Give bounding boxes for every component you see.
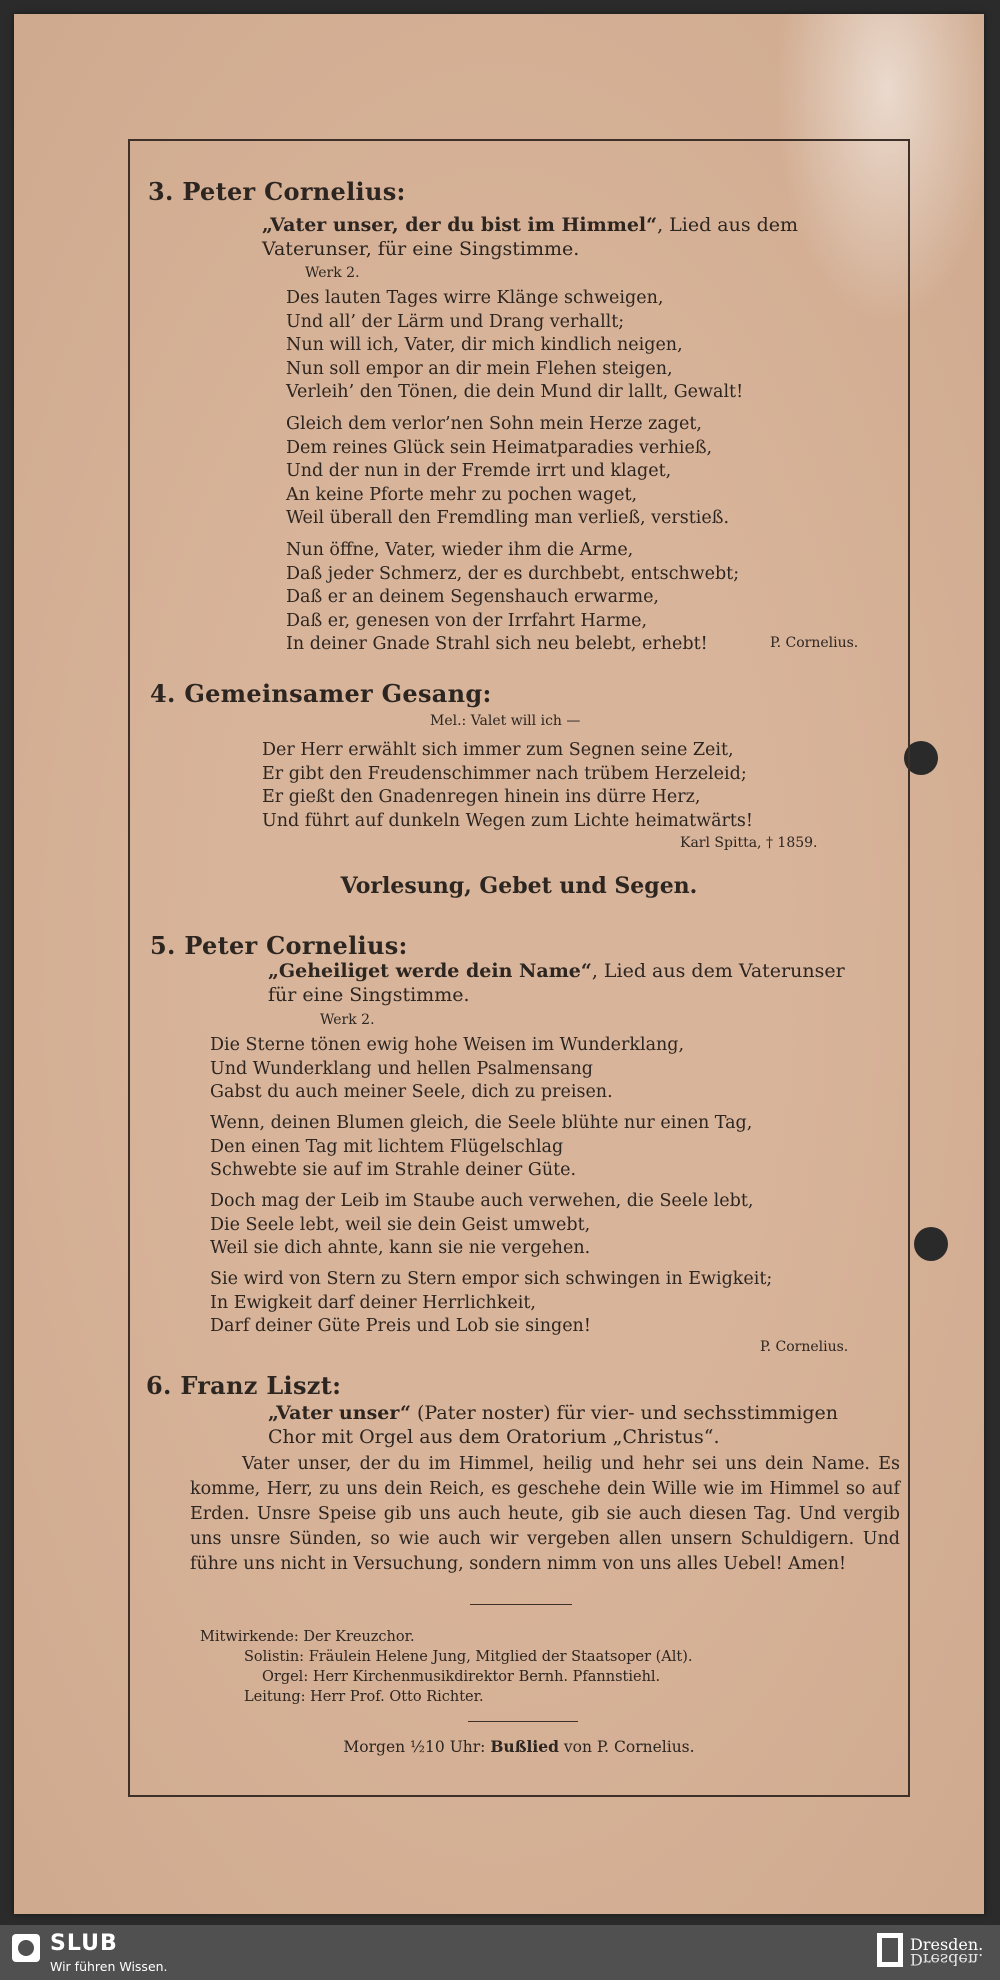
stanza [210,1268,772,1339]
opus-number: Werk 2. [305,265,360,281]
work-title: „Vater unser“ [268,1402,411,1424]
verse-line: Verleih’ den Tönen, die dein Mund dir lallt, Gewalt! [286,382,744,402]
section-number: 6. [146,1371,172,1400]
verse-line: Dem reines Glück sein Heimatparadies verhieß, [286,437,713,458]
section-number: 5. [150,931,176,960]
verse-line: Er gießt den Gnadenregen hinein ins dürre Herz, [262,787,701,807]
verse-line: Des lauten Tages wirre Klänge schweigen, [286,288,664,308]
footer-bar [0,1925,1000,1980]
composer-name: Franz Liszt: [180,1371,342,1400]
performers-label: Mitwirkende: [200,1629,299,1645]
verse-line: Er gibt den Freudenschimmer nach trübem Herzeleid; [262,763,747,784]
opus-number: Werk 2. [320,1012,375,1028]
verse-line: An keine Pforte mehr zu pochen waget, [286,484,638,505]
verse-line: In Ewigkeit darf deiner Herrlichkeit, [210,1292,536,1313]
section-3-heading [148,177,406,206]
verse-line: Weil überall den Fremdling man verließ, verstieß. [286,508,730,528]
verse-line: Sie wird von Stern zu Stern empor sich schwingen in Ewigkeit; [210,1269,773,1289]
conductor-label: Leitung: [244,1689,306,1705]
verse-line: Den einen Tag mit lichtem Flügelschlag [210,1136,564,1157]
work-description-line: Chor mit Orgel aus dem Oratorium „Christus“. [268,1426,720,1448]
verse-line: Nun öffne, Vater, wieder ihm die Arme, [286,540,634,560]
punch-hole [914,1227,948,1261]
dresden-logo-line-mirrored: Dresden. [910,1950,984,1969]
next-service-work: Bußlied [490,1737,559,1756]
stanza [210,1034,684,1105]
section-6-heading [146,1371,341,1400]
section-number: 4. [150,679,176,708]
work-title: „Geheiliget werde dein Name“ [268,960,592,982]
section-4-heading [150,679,492,708]
work-title: „Vater unser, der du bist im Himmel“ [262,214,658,236]
verse-line: Und all’ der Lärm und Drang verhallt; [286,311,625,332]
next-service-time: Morgen ½10 Uhr: [343,1738,491,1756]
soloist-label: Solistin: [244,1649,305,1665]
performers-value: Der Kreuzchor. [303,1629,415,1645]
slub-logo-icon[interactable] [12,1934,40,1962]
library-name[interactable]: SLUB [50,1931,118,1956]
work-description: , Lied aus dem [657,214,799,236]
work-description: , Lied aus dem Vaterunser [591,960,845,982]
verse-line: Schwebte sie auf im Strahle deiner Güte. [210,1160,577,1180]
lords-prayer-text: Vater unser, der du im Himmel, heilig und hehr sei uns dein Name. Es komme, Herr, zu uns dein Reich, es geschehe dein Wille wie im Himmel so auf Erden. Unsre Speise gib uns auch heute, gib sie auch diesen Tag. Und vergib uns unsre Sünden, so wie auch wir vergeben allen unsern Schuldigern. Und führe uns nicht in Versuchung, sondern nimm von uns alles Uebel! Amen! [190,1454,900,1574]
verse-line: Doch mag der Leib im Staube auch verwehen, die Seele lebt, [210,1191,754,1211]
stanza [286,539,739,657]
divider [468,1721,578,1722]
work-description: (Pater noster) für vier- und sechsstimmigen [410,1402,839,1424]
stanza [286,413,729,531]
verse-line: Nun will ich, Vater, dir mich kindlich neigen, [286,335,683,355]
work-title-line [268,959,908,983]
verse-line: Der Herr erwählt sich immer zum Segnen seine Zeit, [262,740,734,760]
next-service-composer: von P. Cornelius. [558,1738,695,1756]
reading-heading: Vorlesung, Gebet und Segen. [340,873,698,899]
verse-line: In deiner Gnade Strahl sich neu belebt, erhebt! [286,634,708,654]
dresden-logo-text[interactable] [910,1937,983,1967]
stanza [286,287,743,405]
work-title-line [268,1401,908,1425]
soloist-value: Fräulein Helene Jung, Mitglied der Staatsoper (Alt). [308,1649,693,1665]
work-description-line: für eine Singstimme. [268,984,470,1006]
verse-line: Und der nun in der Fremde irrt und klaget, [286,461,672,481]
organ-label: Orgel: [262,1669,309,1685]
verse-line: Und führt auf dunkeln Wegen zum Lichte heimatwärts! [262,810,753,831]
verse-line: Die Sterne tönen ewig hohe Weisen im Wunderklang, [210,1035,685,1055]
author-attribution: P. Cornelius. [770,635,859,651]
author-attribution: Karl Spitta, † 1859. [680,835,818,851]
composer-name: Peter Cornelius: [184,931,408,960]
dresden-logo-line: Dresden. [910,1935,984,1954]
verse-line: Darf deiner Güte Preis und Lob sie singen! [210,1316,591,1336]
section-title: Gemeinsamer Gesang: [184,679,492,708]
divider [470,1604,572,1605]
stanza [210,1112,752,1183]
composer-name: Peter Cornelius: [182,177,406,206]
verse-line: Nun soll empor an dir mein Flehen steigen, [286,358,673,379]
verse-line: Wenn, deinen Blumen gleich, die Seele blühte nur einen Tag, [210,1113,753,1133]
organ-value: Herr Kirchenmusikdirektor Bernh. Pfannstiehl. [312,1669,661,1685]
author-attribution: P. Cornelius. [760,1339,849,1355]
conductor-value: Herr Prof. Otto Richter. [310,1689,484,1705]
verse-line: Gabst du auch meiner Seele, dich zu preisen. [210,1082,613,1102]
hymn-verse [262,739,753,833]
verse-line: Weil sie dich ahnte, kann sie nie vergehen. [210,1238,591,1258]
dresden-coat-of-arms-icon[interactable] [877,1933,903,1967]
verse-line: Die Seele lebt, weil sie dein Geist umwebt, [210,1214,591,1235]
credits-block [200,1627,692,1707]
work-title-line [262,213,902,237]
document-page [14,14,984,1914]
library-tagline: Wir führen Wissen. [50,1959,168,1974]
next-service-note [130,1737,908,1756]
verse-line: Daß er, genesen von der Irrfahrt Harme, [286,610,648,631]
section-5-heading [150,931,408,960]
work-description-line: Vaterunser, für eine Singstimme. [262,238,580,260]
verse-line: Daß jeder Schmerz, der es durchbebt, entschwebt; [286,563,740,584]
verse-line: Gleich dem verlor’nen Sohn mein Herze zaget, [286,414,702,434]
melody-note: Mel.: Valet will ich — [430,713,581,729]
stanza [210,1190,753,1261]
verse-line: Und Wunderklang und hellen Psalmensang [210,1058,593,1079]
program-frame [128,139,910,1797]
verse-line: Daß er an deinem Segenshauch erwarme, [286,587,659,607]
section-number: 3. [148,177,174,206]
